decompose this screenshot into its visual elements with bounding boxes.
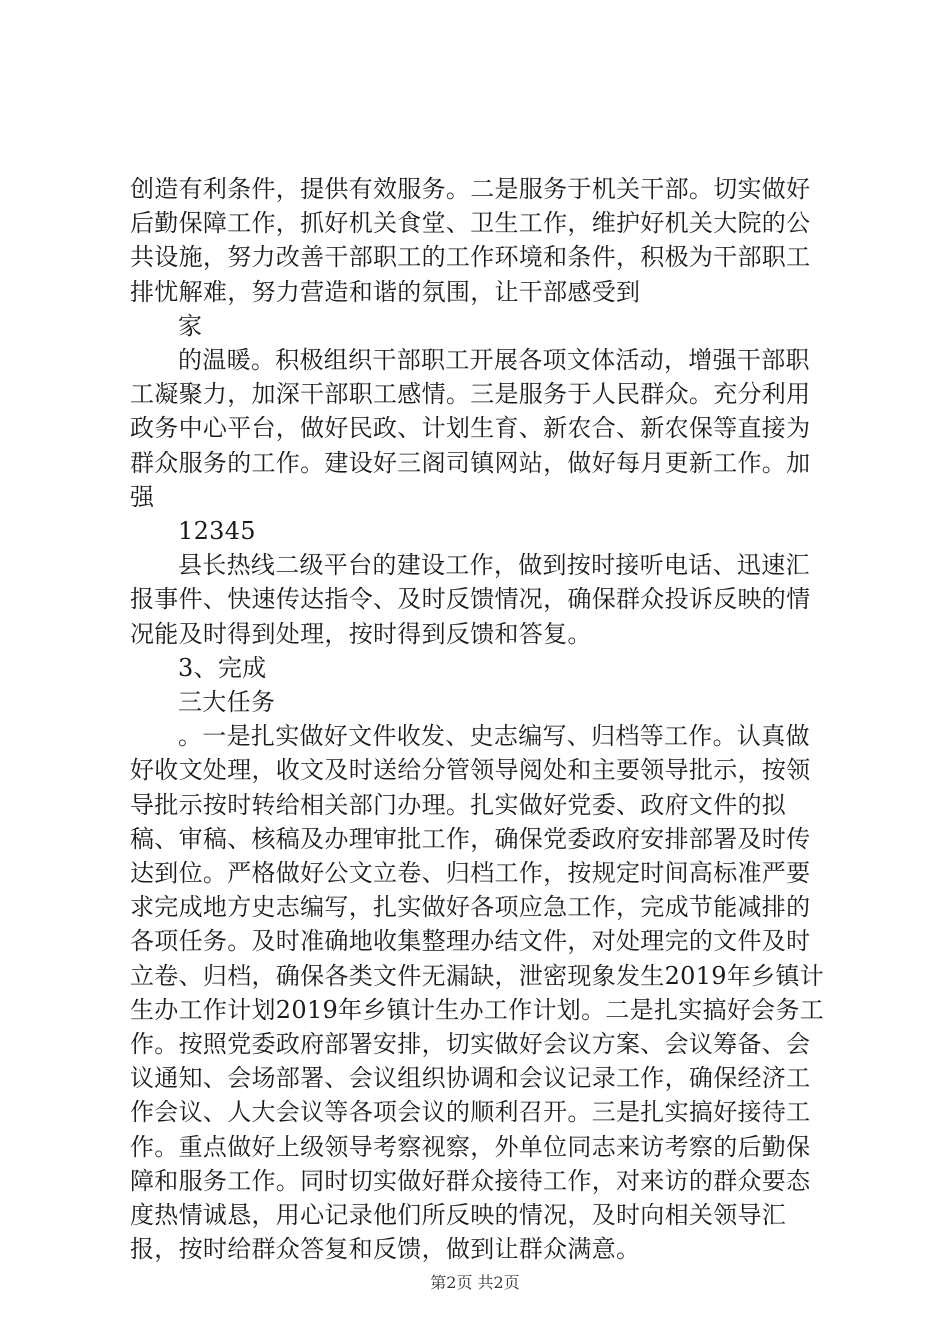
page-footer: 第2页 共2页: [430, 1273, 520, 1292]
paragraph-fragment: 家: [178, 311, 203, 340]
paragraph: 的温暖。积极组织干部职工开展各项文体活动，增强干部职工凝聚力，加深干部职工感情。三是服务于人民群众。充分利用政务中心平台，做好民政、计划生育、新农合、新农保等直接为群众服务的工作。建设好三阁司镇网站，做好每月更新工作。加强: [130, 346, 811, 511]
paragraph-fragment: 三大任务: [178, 688, 276, 717]
paragraph: 县长热线二级平台的建设工作，做到按时接听电话、迅速汇报事件、快速传达指令、及时反馈情况，确保群众投诉反映的情况能及时得到处理，按时得到反馈和答复。: [130, 551, 811, 648]
paragraph: 。一是扎实做好文件收发、史志编写、归档等工作。认真做好收文处理，收文及时送给分管领导阅处和主要领导批示，按领导批示按时转给相关部门办理。扎实做好党委、政府文件的拟稿、审稿、核稿及办理审批工作，确保党委政府安排部署及时传达到位。严格做好公文立卷、归档工作，按规定时间高标准严要求完成地方史志编写，扎实做好各项应急工作，完成节能减排的各项任务。及时准确地收集整理办结文件，对处理完的文件及时立卷、归档，确保各类文件无漏缺，泄密现象发生2019年乡镇计生办工作计划2019年乡镇计生办工作计划。二是扎实搞好会务工作。按照党委政府部署安排，切实做好会议方案、会议筹备、会议通知、会场部署、会议组织协调和会议记录工作，确保经济工作会议、人大会议等各项会议的顺利召开。三是扎实搞好接待工作。重点做好上级领导考察视察，外单位同志来访考察的后勤保障和服务工作。同时切实做好群众接待工作，对来访的群众要态度热情诚恳，用心记录他们所反映的情况，及时向相关领导汇报，按时给群众答复和反馈，做到让群众满意。: [130, 722, 825, 1264]
paragraph-fragment: 12345: [178, 517, 256, 546]
document-body: [130, 172, 830, 1267]
paragraph: 创造有利条件，提供有效服务。二是服务于机关干部。切实做好后勤保障工作，抓好机关食堂、卫生工作，维护好机关大院的公共设施，努力改善干部职工的工作环境和条件，积极为干部职工排忧解难，努力营造和谐的氛围，让干部感受到: [130, 175, 811, 306]
list-heading: 3、完成: [178, 653, 267, 682]
